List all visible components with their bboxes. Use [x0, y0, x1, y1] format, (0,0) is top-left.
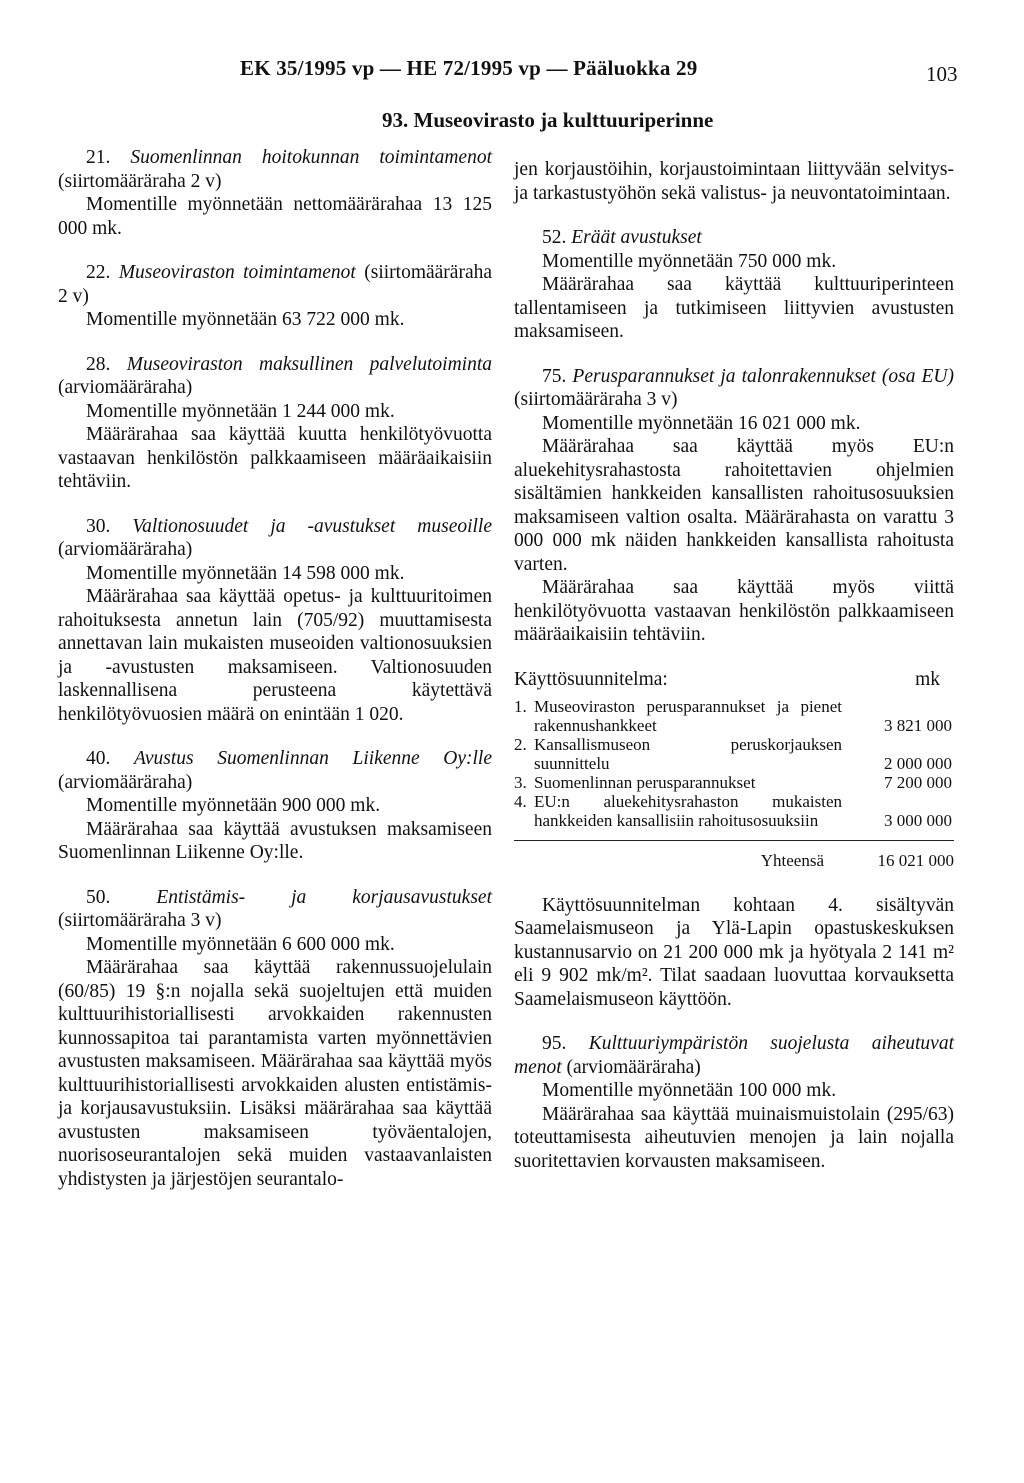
item-appropriation-type: (arviomääräraha): [58, 771, 193, 793]
item-number: 22.: [86, 262, 111, 283]
item-number: 52.: [542, 227, 567, 248]
item-body: Momentille myönnetään 16 021 000 mk.: [542, 412, 861, 434]
item-appropriation-type: (arviomääräraha): [58, 377, 193, 398]
item-appropriation-type: (siirtomääräraha 3 v): [58, 910, 222, 931]
item-body: Momentille myönnetään 63 722 000 mk.: [86, 309, 405, 330]
continued-text: jen korjaustöihin, korjaustoimintaan liittyvään selvitys- ja tarkastustyöhön sekä valistus- ja neuvontatoimintaan.: [514, 159, 954, 204]
usage-plan-row: [514, 792, 952, 830]
row-label: Suomenlinnan perusparannukset: [534, 773, 756, 792]
row-number: 3.: [514, 773, 527, 792]
item-title: Museoviraston toimintamenot: [118, 262, 356, 283]
usage-plan-unit: mk: [915, 668, 940, 690]
row-number: 1.: [514, 697, 527, 716]
item-title: Museoviraston maksullinen palvelutoiminta: [126, 353, 492, 375]
row-amount: 3 000 000: [884, 811, 952, 830]
usage-plan-table: [514, 697, 952, 830]
item-body: Momentille myönnetään nettomäärärahaa 13 125 000 mk.: [58, 194, 492, 239]
right-column: [514, 158, 954, 1194]
item-body: Määrärahaa saa käyttää muinaismuistolain (295/63) toteuttamisesta aiheutuvien menojen ja lain nojalla suoritettavien korvausten maksamiseen.: [514, 1103, 954, 1172]
item-number: 21.: [86, 147, 111, 168]
item-75: [514, 365, 954, 647]
item-body: Momentille myönnetään 14 598 000 mk.: [86, 562, 405, 584]
item-body: Momentille myönnetään 6 600 000 mk.: [86, 933, 395, 955]
item-number: 40.: [86, 748, 111, 769]
total-divider: [514, 840, 954, 841]
row-amount: 2 000 000: [884, 754, 952, 773]
total-label: Yhteensä: [760, 851, 824, 870]
row-number: 2.: [514, 735, 527, 754]
item-21: [58, 146, 492, 240]
item-95: [514, 1032, 954, 1173]
usage-plan-row: [514, 697, 952, 735]
usage-plan-title: Käyttösuunnitelma:: [514, 668, 668, 690]
item-number: 30.: [86, 515, 111, 537]
item-30: [58, 515, 492, 727]
row-number: 4.: [514, 792, 527, 811]
item-number: 95.: [542, 1033, 567, 1054]
item-body: Määrärahaa saa käyttää opetus- ja kulttuuritoimen rahoituksesta annetun lain (705/92) muuttamisesta annettavan lain mukaisten museoiden valtionosuuksien ja -avustusten maksamiseen. Valtionosuuden laskennallisena perusteena käytettävä henkilötyövuosien määrä on enintään 1 020.: [58, 586, 492, 725]
usage-plan-note-text: Käyttösuunnitelman kohtaan 4. sisältyvän Saamelaismuseon ja Ylä-Lapin opastuskeskuksen kustannusarvio on 21 200 000 mk ja hyötyala 2 141 m² eli 9 902 mk/m². Tilat saadaan luovuttaa korvauksetta Saamelaismuseon käyttöön.: [514, 894, 954, 1010]
item-appropriation-type: (siirtomääräraha 2 v): [58, 262, 493, 307]
item-appropriation-type: (siirtomääräraha 3 v): [514, 389, 678, 410]
item-title: Perusparannukset ja talonrakennukset (osa EU): [572, 365, 955, 387]
item-50-continued: [514, 158, 954, 205]
item-body: Momentille myönnetään 100 000 mk.: [542, 1080, 837, 1101]
item-body: Määrärahaa saa käyttää myös EU:n aluekehitysrahastosta rahoitettavien ohjelmien sisältämien hankkeiden kansallisten rahoitusosuuksien maksamiseen valtion osalta. Määrärahasta on varattu 3 000 000 mk näiden hankkeiden kansallista rahoitusta varten.: [514, 436, 954, 575]
item-50: [58, 886, 492, 1192]
item-appropriation-type: (arviomääräraha): [58, 539, 193, 560]
item-body: Määrärahaa saa käyttää myös viittä henkilötyövuotta vastaavan henkilöstön palkkaamiseen määräaikaisiin tehtäviin.: [514, 577, 954, 645]
usage-plan-note: [514, 894, 954, 1012]
item-body: Määrärahaa saa käyttää kuutta henkilötyövuotta vastaavan henkilöstön palkkaamiseen määräaikaisiin tehtäviin.: [58, 424, 492, 492]
item-body: Määrärahaa saa käyttää avustuksen maksamiseen Suomenlinnan Liikenne Oy:lle.: [58, 818, 492, 863]
usage-plan: [514, 668, 954, 873]
item-title: Suomenlinnan hoitokunnan toimintamenot: [130, 147, 492, 168]
usage-plan-row: [514, 735, 952, 773]
item-number: 28.: [86, 353, 111, 375]
page-header: EK 35/1995 vp — HE 72/1995 vp — Pääluokka 29: [240, 56, 698, 80]
usage-plan-row: [514, 773, 952, 792]
item-title: Kulttuuriympäristön suojelusta aiheutuvat menot: [514, 1033, 955, 1078]
total-amount: 16 021 000: [877, 851, 954, 870]
item-appropriation-type: (arviomääräraha): [566, 1056, 701, 1078]
item-body: Määrärahaa saa käyttää rakennussuojelulain (60/85) 19 §:n nojalla sekä suojeltujen että muiden kulttuurihistoriallisesti arvokkaiden rakennusten kunnossapitoa tai parantamista varten myönnettävien avustusten maksamiseen. Määrärahaa saa käyttää myös kulttuurihistoriallisesti arvokkaiden alusten entistämis- ja korjausavustuksiin. Lisäksi määrärahaa saa käyttää avustusten maksamiseen työväentalojen, nuorisoseurantalojen sekä muiden vastaavanlaisten yhdistysten ja järjestöjen seurantalo-: [58, 957, 492, 1190]
item-body: Momentille myönnetään 900 000 mk.: [86, 795, 381, 816]
item-appropriation-type: (siirtomääräraha 2 v): [58, 170, 222, 192]
item-body: Määrärahaa saa käyttää kulttuuriperinteen tallentamiseen ja tutkimiseen liittyvien avustusten maksamiseen.: [514, 274, 954, 342]
item-title: Avustus Suomenlinnan Liikenne Oy:lle: [134, 748, 493, 769]
item-22: [58, 261, 492, 332]
item-body: Momentille myönnetään 750 000 mk.: [542, 250, 837, 272]
item-title: Valtionosuudet ja -avustukset museoille: [132, 515, 493, 537]
item-body: Momentille myönnetään 1 244 000 mk.: [86, 400, 395, 422]
usage-plan-total: [514, 849, 954, 873]
item-28: [58, 353, 492, 494]
row-amount: 3 821 000: [884, 716, 952, 735]
row-label: EU:n aluekehitysrahaston mukaisten hankkeiden kansallisiin rahoitusosuuksiin: [534, 792, 842, 830]
item-title: Eräät avustukset: [571, 227, 702, 248]
item-title: Entistämis- ja korjausavustukset: [156, 886, 493, 908]
item-number: 75.: [542, 365, 567, 387]
row-label: Kansallismuseon peruskorjauksen suunnittelu: [534, 735, 842, 773]
item-52: [514, 226, 954, 344]
item-40: [58, 747, 492, 865]
page-number: 103: [926, 62, 958, 86]
left-column: [58, 146, 492, 1212]
row-label: Museoviraston perusparannukset ja pienet rakennushankkeet: [534, 697, 842, 735]
section-title: 93. Museovirasto ja kulttuuriperinne: [382, 108, 714, 132]
row-amount: 7 200 000: [884, 773, 952, 792]
item-number: 50.: [86, 886, 111, 908]
